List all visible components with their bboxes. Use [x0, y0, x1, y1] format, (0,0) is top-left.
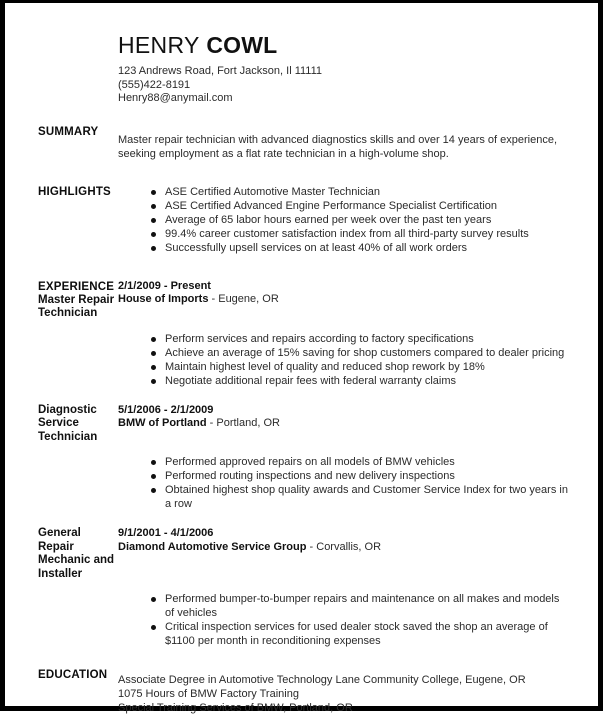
experience-heading: EXPERIENCE [38, 280, 115, 293]
section-highlights [5, 185, 598, 255]
education-line: Special Training Services of BMW, Portland, OR [118, 702, 353, 714]
list-item: Obtained highest shop quality awards and Customer Service Index for two years in a row [151, 483, 568, 511]
list-item: 99.4% career customer satisfaction index from all third-party survey results [151, 227, 568, 241]
experience-entry-title-cell [5, 404, 118, 445]
employer-location: - Eugene, OR [208, 293, 279, 305]
summary-heading-cell [5, 125, 118, 139]
employer-name: BMW of Portland [118, 417, 207, 429]
experience-bullets-list [118, 455, 568, 511]
highlights-heading: HIGHLIGHTS [38, 185, 111, 198]
section-summary [5, 125, 598, 161]
experience-entry-dates: 5/1/2006 - 2/1/2009 [118, 403, 214, 416]
experience-entry-bullets-row [5, 455, 598, 511]
experience-entry-bullets-content [118, 455, 598, 511]
contact-email: Henry88@anymail.com [118, 92, 233, 104]
experience-entry-bullets-content [118, 332, 598, 388]
resume-page [5, 3, 598, 714]
experience-entry-bullets-content [118, 592, 598, 648]
experience-entry-title-cell [5, 527, 118, 581]
experience-entry-bullets-row [5, 332, 598, 388]
education-line: Associate Degree in Automotive Technology Lane Community College, Eugene, OR [118, 674, 526, 686]
employer-name: Diamond Automotive Service Group [118, 540, 307, 553]
employer-name: House of Imports [118, 293, 209, 305]
list-item: Perform services and repairs according to factory specifications [151, 332, 568, 346]
experience-entry-employer [118, 417, 568, 431]
experience-entry-title: Diagnostic Service Technician [38, 403, 98, 443]
contact-address: 123 Andrews Road, Fort Jackson, Il 11111 [118, 65, 323, 77]
list-item: Performed bumper-to-bumper repairs and maintenance on all makes and models of vehicles [151, 592, 568, 620]
list-item: ASE Certified Automotive Master Technician [151, 185, 568, 199]
employer-location: - Portland, OR [206, 417, 280, 429]
list-item: Performed routing inspections and new delivery inspections [151, 469, 568, 483]
experience-entry-dates: 9/1/2001 - 4/1/2006 [118, 527, 214, 539]
experience-entry-bullets-row [5, 592, 598, 648]
section-education [5, 668, 598, 715]
experience-bullets-list [118, 592, 568, 648]
experience-entry-content [118, 527, 598, 554]
first-name: HENRY [118, 32, 200, 58]
summary-heading: SUMMARY [38, 125, 99, 138]
experience-entry-employer [118, 541, 568, 555]
experience-bullets-list [118, 332, 568, 388]
list-item: ASE Certified Advanced Engine Performance Specialist Certification [151, 199, 568, 213]
contact-phone: (555)422-8191 [118, 78, 191, 91]
summary-text: Master repair technician with advanced diagnostics skills and over 14 years of experience, seeking employment as a flat rate technician in a high-volume shop. [118, 133, 558, 160]
education-heading: EDUCATION [38, 669, 108, 681]
education-content [118, 668, 598, 715]
list-item: Successfully upsell services on at least 40% of all work orders [151, 241, 568, 255]
resume-header [5, 3, 598, 106]
education-line: 1075 Hours of BMW Factory Training [118, 688, 299, 700]
experience-entry-content [118, 280, 598, 307]
list-item: Average of 65 labor hours earned per week over the past ten years [151, 213, 568, 227]
employer-location: - Corvallis, OR [306, 540, 382, 553]
summary-content [118, 125, 598, 161]
list-item: Maintain highest level of quality and reduced shop rework by 18% [151, 360, 568, 374]
experience-heading-cell [5, 280, 118, 321]
experience-entry-dates: 2/1/2009 - Present [118, 279, 211, 292]
highlights-heading-cell [5, 185, 118, 199]
header-content [118, 32, 598, 106]
last-name: COWL [206, 32, 278, 58]
applicant-name [118, 32, 568, 58]
education-heading-cell [5, 668, 118, 682]
experience-entry-employer [118, 293, 568, 307]
list-item: Performed approved repairs on all models of BMW vehicles [151, 455, 568, 469]
highlights-content [118, 185, 598, 255]
list-item: Negotiate additional repair fees with federal warranty claims [151, 374, 568, 388]
experience-entry [5, 527, 598, 581]
experience-entry [5, 404, 598, 445]
list-item: Achieve an average of 15% saving for shop customers compared to dealer pricing [151, 346, 568, 360]
contact-info [118, 65, 568, 106]
section-experience [5, 280, 598, 321]
experience-entry-content [118, 404, 598, 431]
list-item: Critical inspection services for used dealer stock saved the shop an average of $1100 per month in reconditioning expenses [151, 620, 568, 648]
highlights-list [118, 185, 568, 255]
experience-entry-title: Master Repair Technician [38, 293, 115, 319]
experience-entry-title: General Repair Mechanic and Installer [38, 527, 115, 580]
